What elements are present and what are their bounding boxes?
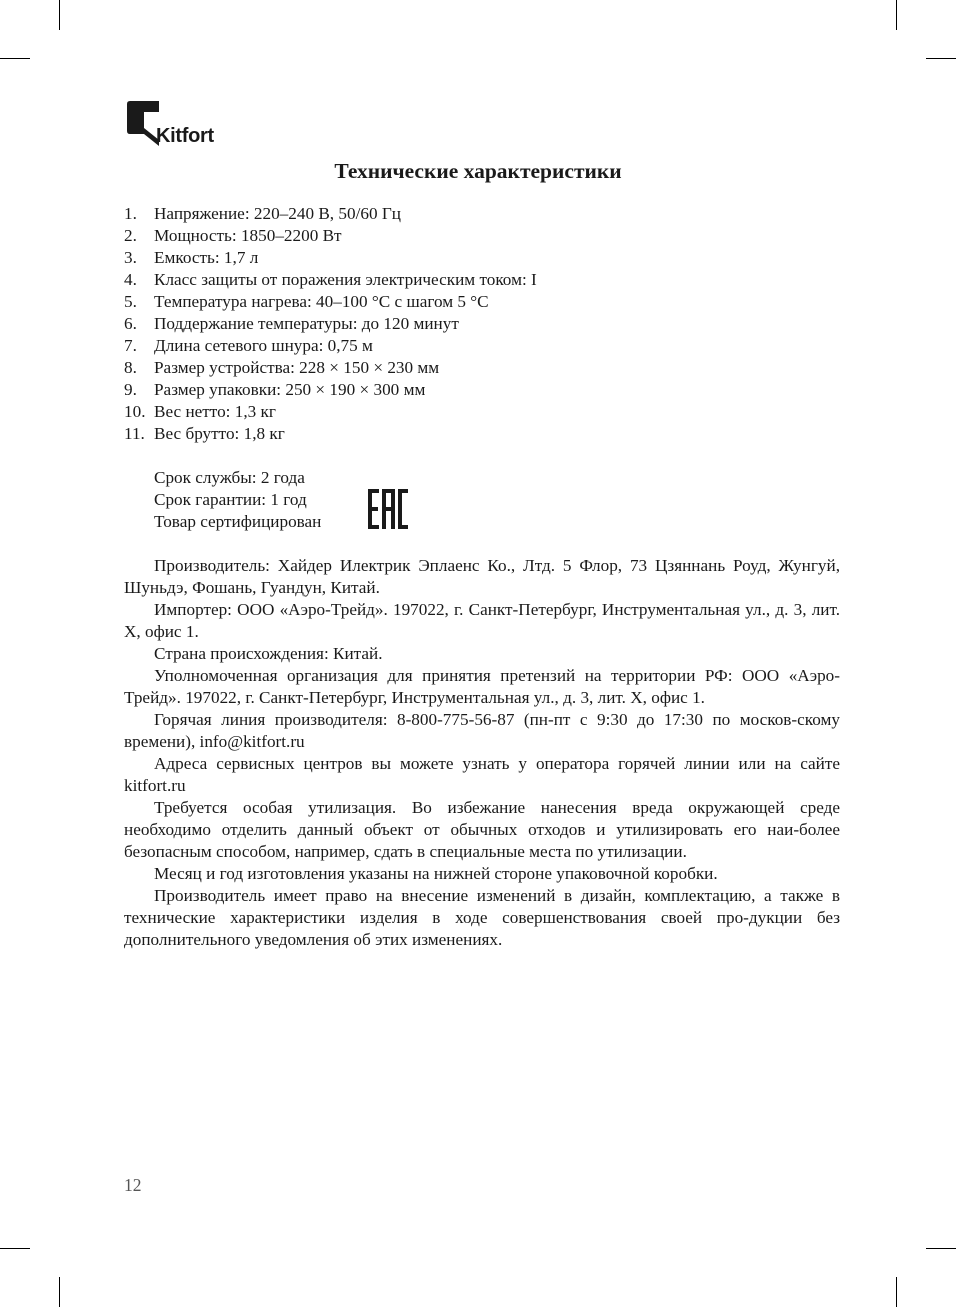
spec-item: 7. Длина сетевого шнура: 0,75 м [124, 336, 373, 355]
crop-mark [926, 1248, 956, 1249]
disposal-paragraph: Требуется особая утилизация. Во избежание нанесения вреда окружающей среде необходимо отделить данный объект от обычных отходов и утилизировать его наи-более безопасным способом, например, сдать в специальные места по утилизации. [124, 798, 840, 861]
certified-label: Товар сертифицирован [154, 512, 322, 531]
spec-item: 5. Температура нагрева: 40–100 °С с шагом 5 °С [124, 292, 489, 311]
spec-item: 6. Поддержание температуры: до 120 минут [124, 314, 459, 333]
origin-paragraph: Страна происхождения: Китай. [154, 644, 383, 663]
crop-mark [0, 1248, 30, 1249]
spec-list [124, 203, 537, 445]
brand-name: Kitfort [156, 125, 214, 147]
page-number: 12 [124, 1175, 142, 1195]
eac-mark-icon [367, 488, 409, 530]
service-life: Срок службы: 2 года [154, 468, 305, 487]
certification-block [154, 467, 321, 533]
spec-item: 1. Напряжение: 220–240 В, 50/60 Гц [124, 204, 401, 223]
service-centers-paragraph: Адреса сервисных центров вы можете узнать у оператора горячей линии или на сайте kitfort.ru [124, 754, 840, 795]
crop-mark [896, 1277, 897, 1307]
spec-item: 9. Размер упаковки: 250 × 190 × 300 мм [124, 380, 426, 399]
crop-mark [0, 58, 30, 59]
crop-mark [59, 0, 60, 30]
legal-info [124, 555, 840, 951]
manufacturer-paragraph: Производитель: Хайдер Илектрик Эплаенс Ко., Лтд. 5 Флор, 73 Цзяннань Роуд, Жунгуй, Шуньдэ, Фошань, Гуандун, Китай. [124, 556, 840, 597]
changes-paragraph: Производитель имеет право на внесение изменений в дизайн, комплектацию, а также в технические характеристики изделия в ходе совершенствования своей про-дукции без дополнительного уведомления об этих изменениях. [124, 886, 840, 949]
spec-item: 2. Мощность: 1850–2200 Вт [124, 226, 342, 245]
brand-logo [126, 100, 236, 148]
importer-paragraph: Импортер: ООО «Аэро-Трейд». 197022, г. Санкт-Петербург, Инструментальная ул., д. 3, лит. Х, офис 1. [124, 600, 840, 641]
kitfort-logo-icon [126, 100, 160, 146]
crop-mark [926, 58, 956, 59]
warranty-period: Срок гарантии: 1 год [154, 490, 307, 509]
spec-item: 8. Размер устройства: 228 × 150 × 230 мм [124, 358, 440, 377]
spec-item: 10. Вес нетто: 1,3 кг [124, 402, 276, 421]
spec-item: 11. Вес брутто: 1,8 кг [124, 424, 285, 443]
crop-mark [896, 0, 897, 30]
crop-mark [59, 1277, 60, 1307]
manufacture-date-paragraph: Месяц и год изготовления указаны на нижней стороне упаковочной коробки. [154, 864, 718, 883]
page-title: Технические характеристики [334, 159, 622, 183]
authorized-org-paragraph: Уполномоченная организация для принятия претензий на территории РФ: ООО «Аэро-Трейд». 197022, г. Санкт-Петербург, Инструментальная ул., д. 3, лит. Х, офис 1. [124, 666, 840, 707]
spec-item: 3. Емкость: 1,7 л [124, 248, 259, 267]
spec-item: 4. Класс защиты от поражения электрическим током: I [124, 270, 537, 289]
hotline-paragraph: Горячая линия производителя: 8-800-775-56-87 (пн-пт с 9:30 до 17:30 по москов-скому времени), info@kitfort.ru [124, 710, 840, 751]
